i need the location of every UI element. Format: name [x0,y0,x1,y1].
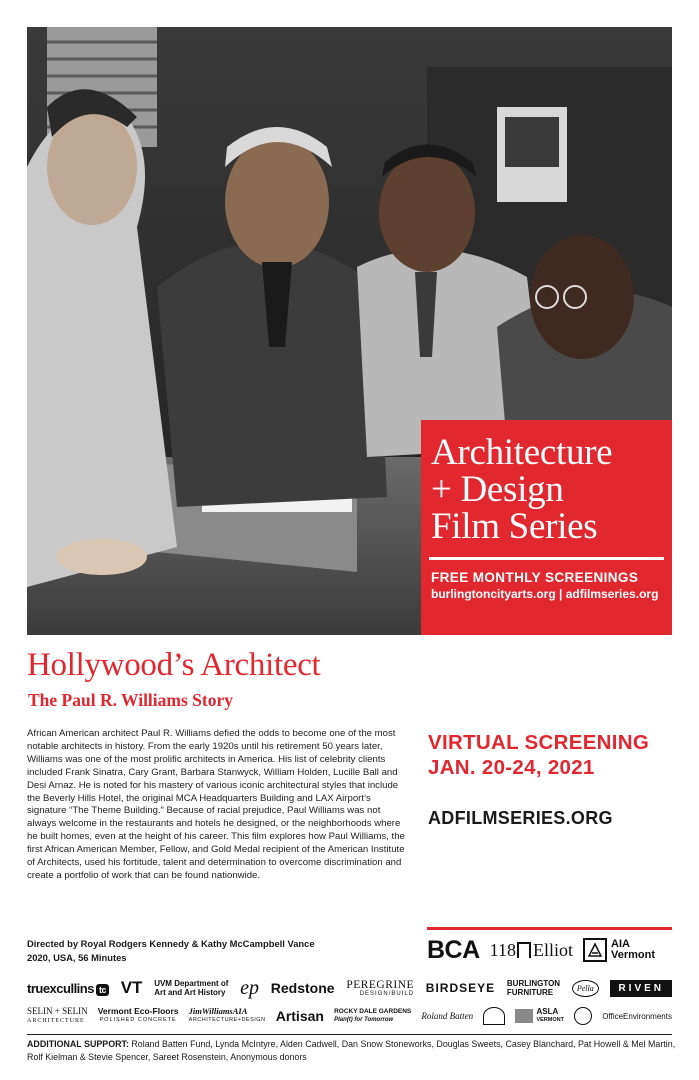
series-divider [429,557,664,560]
series-title-box [421,420,672,635]
office-environments-logo: OfficeEnvironments [602,1011,672,1021]
birdseye-logo: BIRDSEYE [425,981,496,995]
artisan-logo: Artisan [275,1008,324,1024]
redstone-logo: Redstone [270,980,335,996]
tc-badge: tc [96,984,109,996]
selin-sub: ARCHITECTURE [27,1018,85,1024]
roland-batten-logo: Roland Batten [421,1011,474,1021]
screening-website-link[interactable]: ADFILMSERIES.ORG [428,808,613,828]
film-description: African American architect Paul R. Williams defied the odds to become one of the most notable architects in history. From the early 1920s until his retirement 50 years later, Williams was one of the most prolific architects in America. His list of celebrity clients included Frank Sinatra, Cary Grant, Barbara Stanwyck, William Holden, Lucille Ball and Desi Arnaz. He is noted for his mastery of various iconic architectural styles that include the Beverly Hills Hotel, the original MCA Headquarters Building and LAX Airport’s signature “The Theme Building.” Because of racial prejudice, Paul Williams was not always welcome in the restaurants and hotels he designed, or the neighborhoods where he built homes, even at the height of his career. This film explores how Paul Williams, the first African American Member, Fellow, and Gold Medal recipient of the American Institute of Architects, used his fortitude, talent and determination to overcome discrimination and create a portfolio of work that can be found nationwide. [27,728,405,881]
aia-vermont-logo [583,938,655,962]
uvm-logo [154,979,228,997]
free-screenings-text: FREE MONTHLY SCREENINGS [431,570,639,585]
vt-logo: VT [120,978,143,997]
riven-logo: RIVEN [610,980,672,997]
rocky-dale-line-1: ROCKY DALE GARDENS [334,1007,412,1015]
peregrine-sub: DESIGN/BUILD [359,991,415,997]
burlington-line-1: BURLINGTON [506,979,561,988]
film-credits [27,937,315,964]
rocky-dale-line-2: Plan(t) for Tomorrow [334,1017,394,1023]
film-info-line: 2020, USA, 56 Minutes [27,951,127,963]
series-title-line-3: Film Series [431,506,598,547]
elliot-logo [490,940,573,961]
elliot-number: 118 [489,939,517,960]
dome-icon [483,1007,505,1025]
uvm-line-1: UVM Department of [154,979,229,988]
directors-line: Directed by Royal Rodgers Kennedy & Kathy McCampbell Vance [27,938,315,949]
aia-line-1: AIA [611,938,630,950]
peregrine-logo [346,979,414,997]
series-title-line-1: Architecture [431,432,613,473]
burlington-line-2: FURNITURE [506,988,554,997]
pella-logo: Pella [572,980,599,997]
support-divider [27,1034,672,1035]
series-websites[interactable]: burlingtoncityarts.org | adfilmseries.org [431,587,659,601]
screening-dates: JAN. 20-24, 2021 [428,756,595,779]
support-label: ADDITIONAL SUPPORT: [27,1039,129,1049]
eco-floors-logo [98,1007,179,1026]
aia-seal-icon [583,938,607,962]
truexcullins-logo [27,981,109,996]
ep-logo: ep [240,976,260,999]
burlington-furniture-logo [507,979,560,997]
elliot-name: Elliot [533,939,574,960]
peregrine-text: PEREGRINE [346,979,415,991]
virtual-screening-label: VIRTUAL SCREENING [428,731,650,754]
uvm-line-2: Art and Art History [154,988,226,997]
selin-text: SELIN + SELIN [27,1006,88,1016]
asla-line-2: VERMONT [536,1017,564,1023]
selin-logo [27,1006,88,1026]
series-title-line-2: + Design [431,469,564,510]
additional-support [27,1038,677,1063]
rocky-dale-logo [334,1007,411,1026]
eco-floors-text: Vermont Eco-Floors [97,1005,179,1016]
circle-emblem-icon [574,1007,592,1025]
jim-williams-text: JimWilliamsAIA [188,1005,248,1016]
arch-icon [517,942,531,958]
main-sponsors [427,935,672,965]
aia-line-2: Vermont [611,949,656,961]
asla-icon [515,1009,533,1023]
virtual-screening [428,730,649,780]
bca-logo: BCA [427,935,480,964]
sponsor-logos-row-1 [27,976,672,1000]
asla-vermont-logo [515,1008,564,1024]
asla-text [536,1008,564,1024]
support-names: Roland Batten Fund, Lynda McIntyre, Alden Cadwell, Dan Snow Stoneworks, Douglas Sweets, Casey Blanchard, Pat Howell & Mel Martin, Rolf Kielman & Stevie Spencer, Sareet Rosenstein, Anonymous donors [27,1039,676,1062]
sponsor-divider [427,927,672,930]
jim-williams-logo [189,1007,266,1026]
film-subtitle: The Paul R. Williams Story [28,690,234,710]
truexcullins-text: truexcullins [27,980,94,996]
film-title: Hollywood’s Architect [27,647,321,683]
sponsor-logos-row-2 [27,1003,672,1029]
jim-williams-sub: ARCHITECTURE+DESIGN [188,1017,266,1023]
series-title [431,434,662,545]
eco-floors-sub: POLISHED CONCRETE [99,1017,177,1023]
asla-line-1: ASLA [536,1007,559,1016]
aia-text [611,939,655,961]
